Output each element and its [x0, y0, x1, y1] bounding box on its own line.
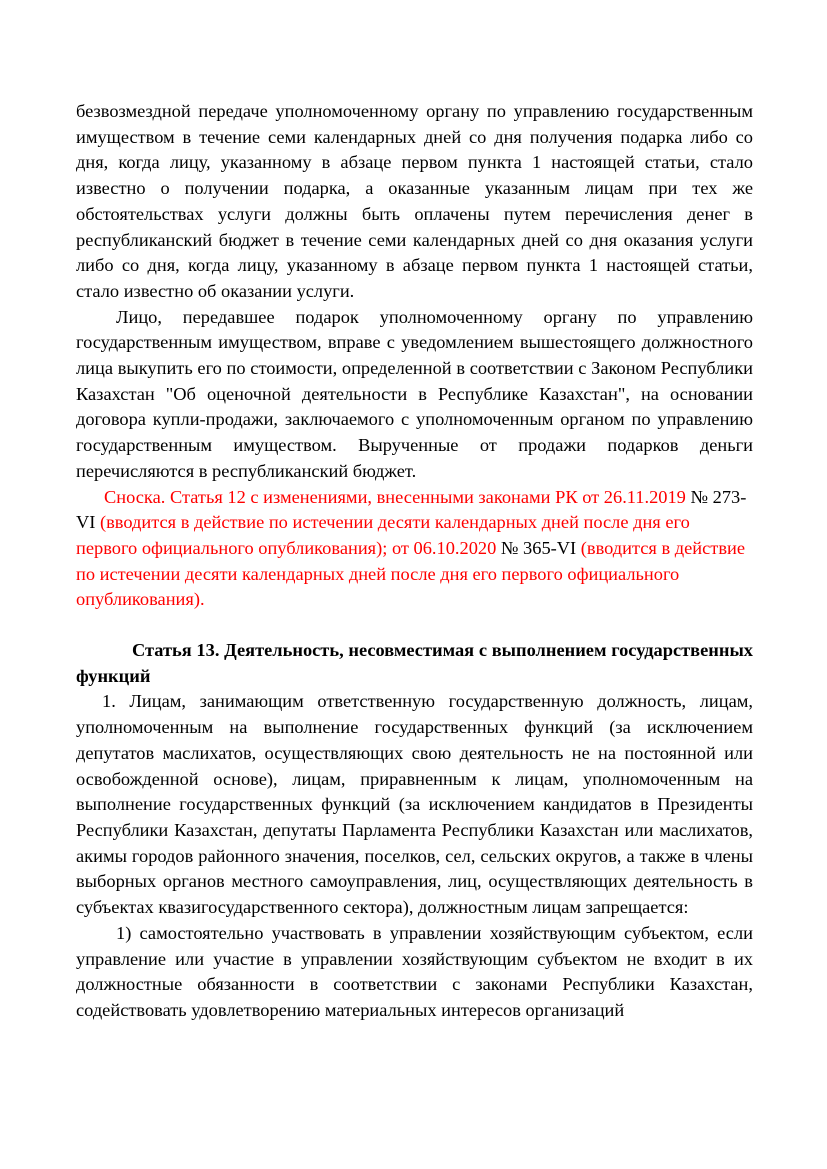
paragraph-gift-buyback: Лицо, передавшее подарок уполномоченному органу по управлению государственным имуществом, вправе с уведомлением вышестоящего должностного лица выкупить его по стоимости, определенной в соответствии с Законом Республики Казахстан "Об оценочной деятельности в Республике Казахстан", на основании договора купли-продажи, заключаемого с уполномоченным органом по управлению государственным имуществом. Вырученные от продажи подарков деньги перечисляются в республиканский бюджет.: [76, 306, 753, 481]
footnote-amendments: [76, 485, 753, 614]
footnote-text-1: Сноска. Статья 12 с изменениями, внесенными законами РК от 26.11.2019: [104, 486, 691, 507]
law-link-273-vi[interactable]: № 273-VI: [76, 486, 747, 533]
article-13-subitem-1: 1) самостоятельно участвовать в управлении хозяйствующим субъектом, если управление или участие в управлении хозяйствующим субъектом не входит в их должностные обязанности в соответствии с законами Республики Казахстан, содействовать удовлетворению материальных интересов организаций: [76, 922, 753, 1020]
law-link-365-vi[interactable]: № 365-VI: [500, 537, 577, 558]
paragraph-gift-transfer: безвозмездной передаче уполномоченному органу по управлению государственным имуществом в течение семи календарных дней со дня получения подарка либо со дня, когда лицу, указанному в абзаце первом пункта 1 настоящей статьи, стало известно о получении подарка, а оказанные указанным лицам при тех же обстоятельствах услуги должны быть оплачены путем перечисления денег в республиканский бюджет в течение семи календарных дней со дня оказания услуги либо со дня, когда лицу, указанному в абзаце первом пункта 1 настоящей статьи, стало известно об оказании услуги.: [76, 101, 753, 301]
document-page: [76, 99, 753, 1024]
footnote-text-3: (вводится в действие по истечении десяти календарных дней после дня его первого официального опубликования).: [76, 537, 746, 610]
article-13-item-1: 1. Лицам, занимающим ответственную государственную должность, лицам, уполномоченным на выполнение государственных функций (за исключением депутатов маслихатов, осуществляющих свою деятельность не на постоянной или освобожденной основе), лицам, приравненным к лицам, уполномоченным на выполнение государственных функций (за исключением кандидатов в Президенты Республики Казахстан, депутаты Парламента Республики Казахстан или маслихатов, акимы городов районного значения, поселков, сел, сельских округов, а также в члены выборных органов местного самоуправления, лиц, осуществляющих деятельность в субъектах квазигосударственного сектора), должностным лицам запрещается:: [76, 691, 753, 918]
footnote-text-2: (вводится в действие по истечении десяти календарных дней после дня его первого официального опубликования); от 06.10.2020: [76, 512, 690, 558]
article-13-heading: Статья 13. Деятельность, несовместимая с выполнением государственных функций: [76, 640, 753, 686]
